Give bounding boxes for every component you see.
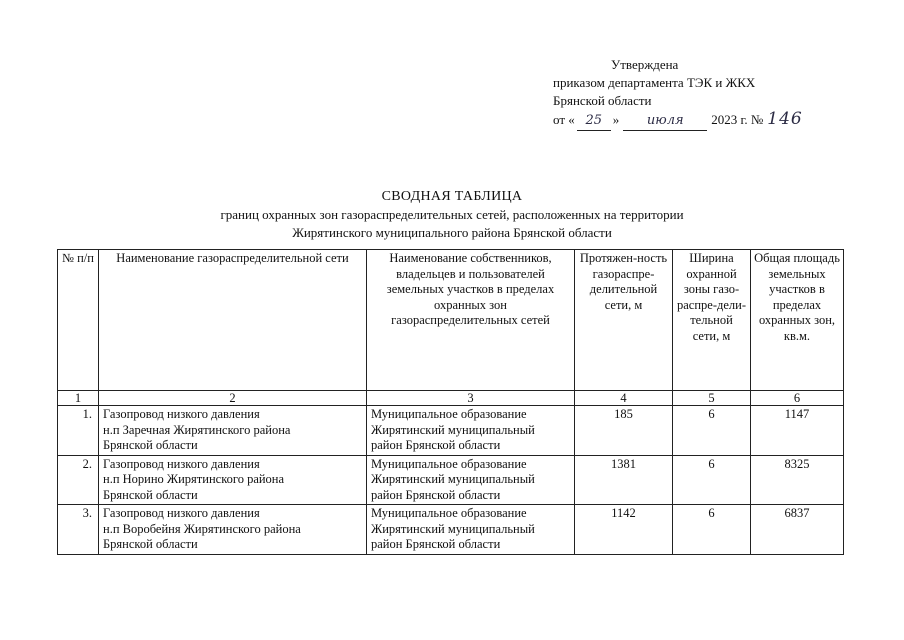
document-subtitle-line-1: границ охранных зон газораспределительных сетей, расположенных на территории (220, 207, 684, 222)
owner-cell (367, 455, 575, 505)
document-heading (0, 188, 904, 242)
approval-line-1: приказом департамента ТЭК и ЖКХ (553, 75, 756, 90)
row-number: 3. (58, 505, 99, 555)
network-name-cell (99, 455, 367, 505)
owner-cell (367, 406, 575, 456)
network-name-line: Газопровод низкого давления (103, 506, 260, 520)
width-cell: 6 (673, 406, 751, 456)
network-name-line: Брянской области (103, 537, 198, 551)
row-number: 2. (58, 455, 99, 505)
length-cell: 1142 (575, 505, 673, 555)
owner-cell (367, 505, 575, 555)
network-name-line: Газопровод низкого давления (103, 407, 260, 421)
document-title: СВОДНАЯ ТАБЛИЦА (381, 189, 523, 204)
column-number: 6 (751, 391, 844, 406)
table-header-row (58, 250, 844, 391)
handwritten-month: июля (623, 112, 707, 131)
owner-line: район Брянской области (371, 487, 501, 502)
handwritten-order-number: 146 (767, 109, 803, 129)
header-owners: Наименование собственников, владельцев и пользователей земельных участков в пределах охранных зон газораспределительных сетей (367, 250, 575, 391)
approval-block (553, 56, 803, 131)
table-row (58, 406, 844, 456)
network-name-cell (99, 406, 367, 456)
header-total-area: Общая площадь земельных участков в пределах охранных зон, кв.м. (751, 250, 844, 391)
approval-line-2: Брянской области (553, 93, 652, 108)
column-number: 4 (575, 391, 673, 406)
area-cell: 8325 (751, 455, 844, 505)
header-length: Протяжен-ность газораспре-делительной сети, м (575, 250, 673, 391)
column-number: 2 (99, 391, 367, 406)
document-subtitle-line-2: Жирятинского муниципального района Брянской области (292, 225, 612, 240)
network-name-line: н.п Заречная Жирятинского района (103, 422, 291, 437)
network-name-line: н.п Норино Жирятинского района (103, 472, 285, 486)
column-number: 3 (367, 391, 575, 406)
length-cell: 185 (575, 406, 673, 456)
date-year: 2023 г. № (711, 112, 764, 127)
width-cell: 6 (673, 455, 751, 505)
header-network-name: Наименование газораспределительной сети (99, 250, 367, 391)
column-number: 5 (673, 391, 751, 406)
owner-line: Жирятинский муниципальный (371, 472, 535, 486)
area-cell: 1147 (751, 406, 844, 456)
column-number: 1 (58, 391, 99, 406)
handwritten-day: 25 (577, 112, 611, 131)
width-cell: 6 (673, 505, 751, 555)
network-name-cell (99, 505, 367, 555)
owner-line: Муниципальное образование (371, 506, 527, 520)
row-number: 1. (58, 406, 99, 456)
owner-line: Муниципальное образование (371, 456, 527, 471)
owner-line: Муниципальное образование (371, 407, 527, 421)
table-row (58, 505, 844, 555)
header-zone-width: Ширина охранной зоны газо-распре-дели-тельной сети, м (673, 250, 751, 391)
date-prefix: от « (553, 112, 575, 127)
date-quote-close: » (612, 112, 620, 127)
area-cell: 6837 (751, 505, 844, 555)
network-name-line: Брянской области (103, 487, 198, 502)
owner-line: Жирятинский муниципальный (371, 521, 535, 536)
approval-date-line (553, 110, 803, 131)
length-cell: 1381 (575, 455, 673, 505)
approval-title: Утверждена (611, 57, 679, 72)
summary-table (57, 249, 844, 555)
network-name-line: н.п Воробейня Жирятинского района (103, 521, 301, 536)
owner-line: район Брянской области (371, 438, 501, 452)
owner-line: район Брянской области (371, 537, 501, 551)
table-row (58, 455, 844, 505)
header-number: № п/п (58, 250, 99, 391)
network-name-line: Брянской области (103, 438, 198, 452)
network-name-line: Газопровод низкого давления (103, 456, 260, 471)
column-number-row (58, 391, 844, 406)
owner-line: Жирятинский муниципальный (371, 422, 535, 437)
